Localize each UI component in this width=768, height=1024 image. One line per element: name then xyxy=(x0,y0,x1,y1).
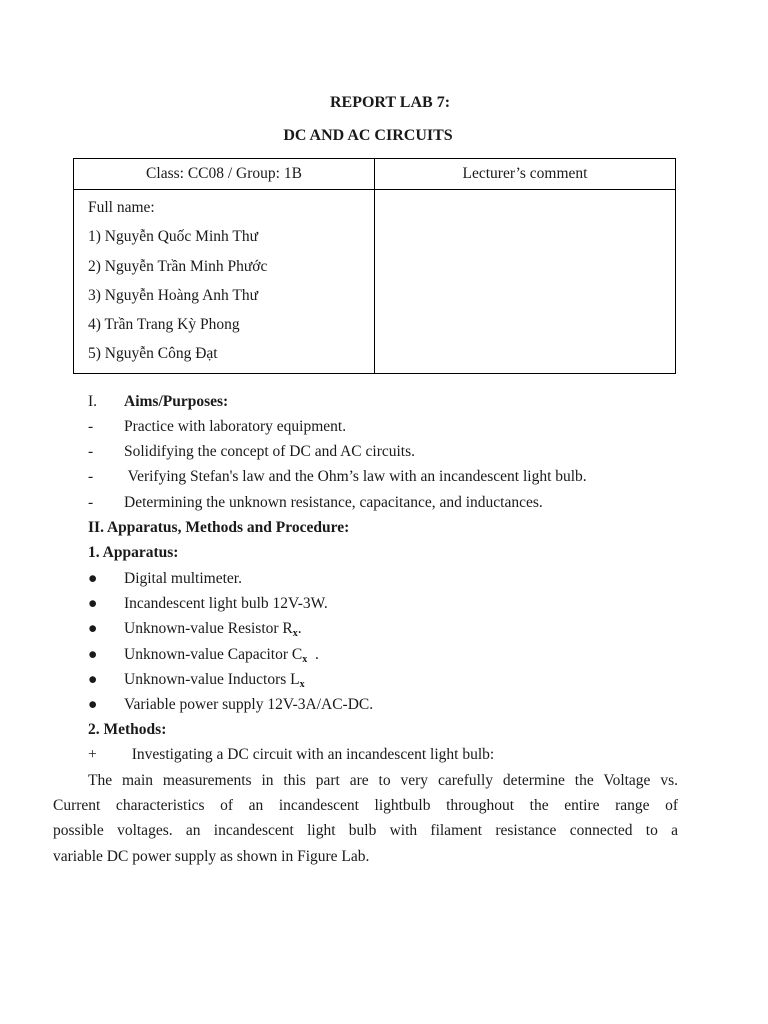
apparatus-item: Incandescent light bulb 12V-3W. xyxy=(124,595,328,612)
member-name: 5) Nguyễn Công Đạt xyxy=(88,345,218,363)
bullet-icon: ● xyxy=(88,620,98,637)
section-number: I. xyxy=(88,393,98,410)
aim-item: Verifying Stefan's law and the Ohm’s law with an incandescent light bulb. xyxy=(124,468,587,485)
paragraph-line: possible voltages. an incandescent light bulb with filament resistance connected to a xyxy=(53,822,678,839)
section-heading-apparatus-methods: II. Apparatus, Methods and Procedure: xyxy=(88,519,350,536)
subheading-apparatus: 1. Apparatus: xyxy=(88,544,179,561)
group-info-table xyxy=(73,158,676,374)
lecturer-comment-header: Lecturer’s comment xyxy=(375,159,676,190)
apparatus-item xyxy=(124,671,305,690)
method-item: Investigating a DC circuit with an incandescent light bulb: xyxy=(124,746,495,763)
aim-item: Determining the unknown resistance, capacitance, and inductances. xyxy=(124,494,543,511)
subscript-x: x xyxy=(299,679,305,690)
bullet-icon: ● xyxy=(88,595,98,612)
subscript-x: x xyxy=(302,654,308,665)
members-cell xyxy=(74,190,375,374)
plus-marker: + xyxy=(88,746,97,763)
apparatus-item: Digital multimeter. xyxy=(124,570,242,587)
apparatus-item-text: Unknown-value Inductors L xyxy=(124,671,300,688)
member-name: 4) Trần Trang Kỳ Phong xyxy=(88,316,240,334)
apparatus-item xyxy=(124,646,319,665)
report-subtitle: DC AND AC CIRCUITS xyxy=(283,127,453,144)
member-name: 3) Nguyễn Hoàng Anh Thư xyxy=(88,286,258,304)
apparatus-item xyxy=(124,620,302,639)
apparatus-item-suffix: . xyxy=(307,646,319,663)
apparatus-item-text: Unknown-value Resistor R xyxy=(124,620,293,637)
bullet-icon: ● xyxy=(88,696,98,713)
aim-item: Solidifying the concept of DC and AC circuits. xyxy=(124,443,416,460)
lecturer-comment-cell xyxy=(375,190,676,374)
paragraph-line: variable DC power supply as shown in Figure Lab. xyxy=(53,848,370,865)
bullet-icon: ● xyxy=(88,646,98,663)
list-marker: - xyxy=(88,443,94,460)
list-marker: - xyxy=(88,468,94,485)
paragraph-line: The main measurements in this part are to very carefully determine the Voltage vs. xyxy=(88,772,678,789)
class-group-cell: Class: CC08 / Group: 1B xyxy=(74,159,375,190)
bullet-icon: ● xyxy=(88,671,98,688)
paragraph-line: Current characteristics of an incandescent lightbulb throughout the entire range of xyxy=(53,797,678,814)
apparatus-item-suffix: . xyxy=(297,620,302,637)
report-title: REPORT LAB 7: xyxy=(329,94,451,111)
bullet-icon: ● xyxy=(88,570,98,587)
full-name-label: Full name: xyxy=(88,199,155,216)
apparatus-item: Variable power supply 12V-3A/AC-DC. xyxy=(124,696,374,713)
aim-item: Practice with laboratory equipment. xyxy=(124,418,347,435)
apparatus-item-text: Unknown-value Capacitor C xyxy=(124,646,303,663)
subscript-x: x xyxy=(292,628,298,639)
section-heading-aims: Aims/Purposes: xyxy=(124,393,229,410)
list-marker: - xyxy=(88,418,94,435)
list-marker: - xyxy=(88,494,94,511)
member-name: 1) Nguyễn Quốc Minh Thư xyxy=(88,228,258,246)
subheading-methods: 2. Methods: xyxy=(88,721,167,738)
member-name: 2) Nguyễn Trần Minh Phước xyxy=(88,257,268,275)
